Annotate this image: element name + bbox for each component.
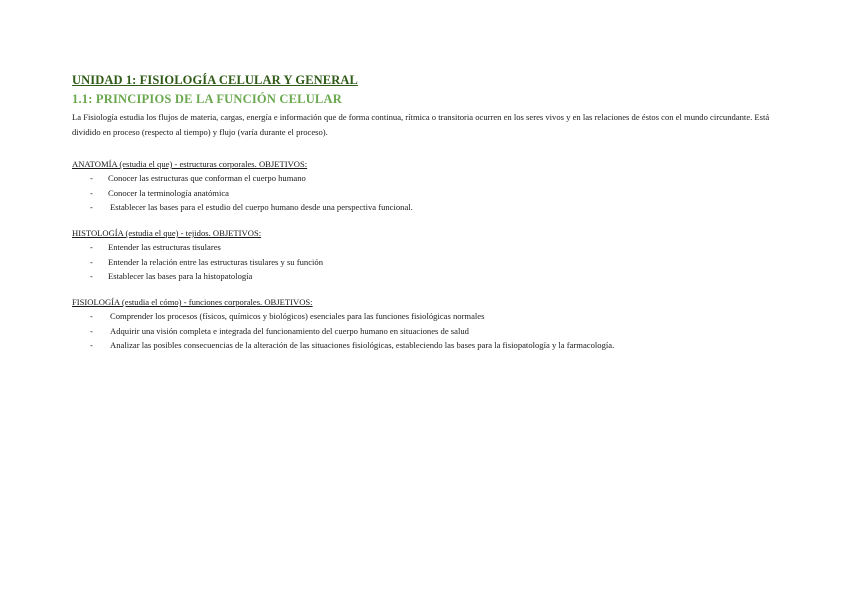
list-item [72, 324, 772, 339]
list-item [72, 186, 772, 201]
list-item [72, 200, 772, 215]
bullet-dash: - [90, 173, 93, 183]
bullet-dash: - [90, 256, 93, 267]
bullet-dash: - [90, 187, 93, 198]
anatomia-objectives [72, 171, 772, 215]
objective-text: Comprender los procesos (físicos, químicos y biológicos) esenciales para las funciones fisiológicas normales [110, 311, 485, 321]
fisiologia-objectives [72, 309, 772, 353]
histologia-heading: HISTOLOGÍA (estudia el que) - tejidos. OBJETIVOS: [72, 228, 262, 238]
anatomia-section [72, 157, 772, 215]
list-item [72, 255, 772, 270]
bullet-dash: - [90, 202, 93, 212]
list-item [72, 338, 772, 353]
histologia-section [72, 226, 772, 284]
fisiologia-heading: FISIOLOGÍA (estudia el cómo) - funciones corporales. OBJETIVOS: [72, 297, 313, 307]
unit-title: UNIDAD 1: FISIOLOGÍA CELULAR Y GENERAL [72, 73, 358, 87]
list-item [72, 171, 772, 186]
list-item [72, 269, 772, 284]
objective-text: Entender las estructuras tisulares [108, 242, 221, 252]
list-item [72, 240, 772, 255]
objective-text: Analizar las posibles consecuencias de la alteración de las situaciones fisiológicas, estableciendo las bases para la fisiopatología y la farmacología. [110, 340, 615, 350]
bullet-dash: - [90, 311, 93, 321]
section-title: 1.1: PRINCIPIOS DE LA FUNCIÓN CELULAR [72, 92, 342, 106]
objective-text: Conocer las estructuras que conforman el cuerpo humano [108, 173, 306, 183]
anatomia-heading: ANATOMÍA (estudia el que) - estructuras corporales. OBJETIVOS: [72, 159, 308, 169]
bullet-dash: - [90, 340, 93, 350]
bullet-dash: - [90, 271, 93, 281]
bullet-dash: - [90, 242, 93, 252]
intro-paragraph: La Fisiología estudia los flujos de materia, cargas, energía e información que de forma continua, rítmica o transitoria ocurren en los seres vivos y en las relaciones de éstos con el mundo circundante. Está dividido en proceso (respecto al tiempo) y flujo (varía durante el proceso). [72, 112, 770, 137]
list-item [72, 309, 772, 324]
objective-text: Adquirir una visión completa e integrada del funcionamiento del cuerpo humano en situaciones de salud [110, 325, 469, 336]
bullet-dash: - [90, 325, 93, 336]
histologia-objectives [72, 240, 772, 284]
fisiologia-section [72, 295, 772, 353]
objective-text: Establecer las bases para el estudio del cuerpo humano desde una perspectiva funcional. [110, 202, 413, 212]
objective-text: Conocer la terminología anatómica [108, 187, 229, 198]
objective-text: Establecer las bases para la histopatología [108, 271, 253, 281]
objective-text: Entender la relación entre las estructuras tisulares y su función [108, 256, 324, 267]
